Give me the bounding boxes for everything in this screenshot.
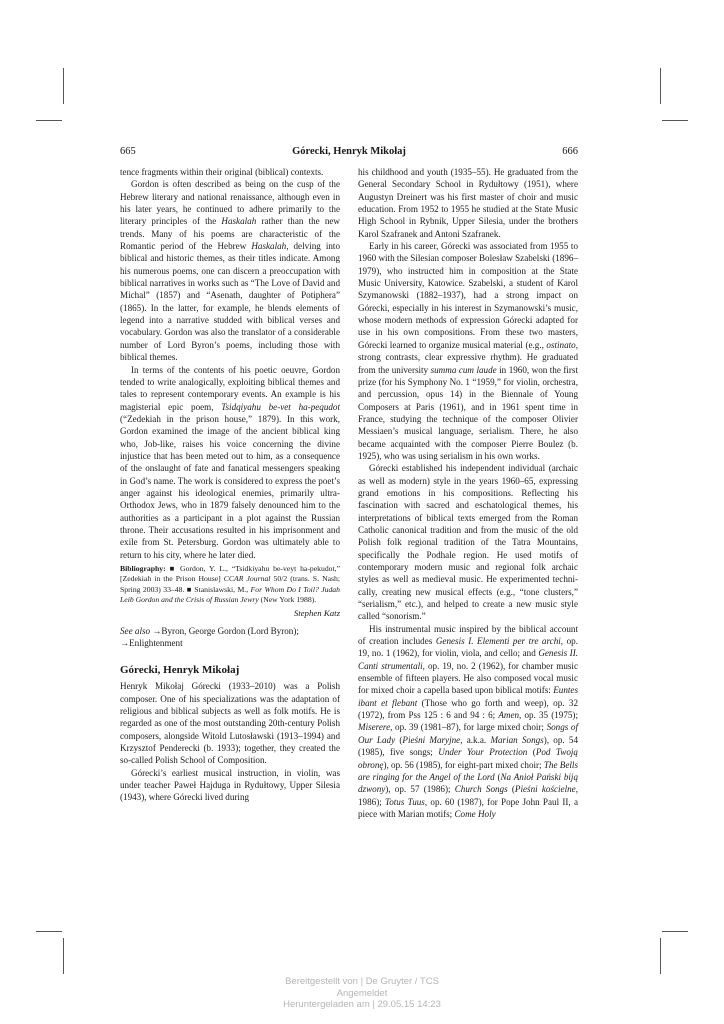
bibliography: Bibliography: ■ Gordon, Y. L., “Tsidkiyahu be-veyt ha-pekudot,” [Zedekiah in the Prison House] CCAR Journal 50/2 (trans. S. Nash; Spring 2003) 33–48. ■ Stanislawski, M., For Whom Do I Toil? Judah Leib Gordon and the Crisis of Russian Jewry (New York 1988). — [120, 564, 341, 604]
running-title: Górecki, Henryk Mikołaj — [292, 146, 406, 157]
crop-mark — [662, 120, 688, 121]
crop-mark — [662, 931, 688, 932]
page-number-left: 665 — [120, 146, 136, 157]
page-number-right: 666 — [562, 146, 578, 157]
paragraph: his childhood and youth (1935–55). He graduated from the General Secondary School in Rydułtowy (1951), where Augustyn Dreinert was his first master of choir and music education. From 1952 to 1955 he studied at the State Music High School in Rybnik, Upper Silesia, under the brothers Karol Szafranek and Antoni Szafranek. — [358, 167, 578, 239]
download-watermark — [0, 976, 724, 1011]
left-column — [120, 166, 340, 804]
paragraph: Henryk Mikołaj Górecki (1933–2010) was a Polish composer. One of his specializations was the adaptation of religious and biblical subjects as well as folk motifs. He is regarded as one of the most outstanding 20th-century Polish composers, alongside Witold Lutosławski (1913–1994) and Krzysztof Penderecki (b. 1933); together, they created the so-called Polish School of Composition. — [120, 681, 340, 766]
crop-mark — [63, 938, 64, 974]
author-signature: Stephen Katz — [293, 608, 340, 619]
paragraph: In terms of the contents of his poetic oeuvre, Gordon tended to write analogically, exploiting biblical themes and tales to represent contemporary events. An example is his magisterial epic poem, Tsidqiyahu be-vet ha-pequdot (“Zedekiah in the prison house,” 1879). In this work, Gordon examined the image of the ancient biblical king who, Job-like, raises his voice concerning the divine injustice that has been meted out to him, as a consequence of the onslaught of fate and fanatical messengers speaking in God’s name. The work is considered to express the poet’s anger against his ideological enemies, primarily ultra-Orthodox Jews, who in 1879 falsely denounced him to the authorities as a participant in a plot against the Russian throne. Their accusations resulted in his imprisonment and exile from St. Petersburg. Gordon was ultimately able to return to his city, where he later died. — [120, 364, 340, 560]
paragraph: Górecki’s earliest musical instruction, in violin, was under teacher Paweł Hajduga in Rydułtowy, Upper Silesia (1943), where Górecki lived during — [120, 767, 340, 803]
watermark-line: Heruntergeladen am | 29.05.15 14:23 — [283, 999, 441, 1010]
crop-mark — [63, 68, 64, 104]
paragraph: Early in his career, Górecki was associated from 1955 to 1960 with the Silesian composer Bolesław Szabelski (1896–1979), who instructed him in composition at the State Music University, Katowice. Szabelski, a student of Karol Szymanowski (1882–1937), had a strong impact on Górecki, especially in his interest in Szymanowski’s music, whose modern methods of expression Górecki adapted for use in his own compositions. From these two masters, Górecki learned to organize musical material (e.g., ostinato, strong contrasts, clear expressive rhythm). He graduated from the university summa cum laude in 1960, won the first prize (for his Symphony No. 1 “1959,” for violin, orchestra, and percussion, opus 14) in the Biennale of Young Composers at Paris (1961), and in 1961 spent time in France, studying the technique of the composer Olivier Messiaen’s musical language, serialism. There, he also became acquainted with the composer Pierre Boulez (b. 1925), who was using serialism in his own works. — [358, 241, 579, 461]
crop-mark — [660, 938, 661, 974]
paragraph: tence fragments within their original (biblical) contexts. — [120, 167, 324, 177]
right-column — [358, 166, 578, 820]
running-header — [120, 146, 578, 160]
watermark-line: Angemeldet — [336, 987, 388, 999]
paragraph: His instrumental music inspired by the biblical account of creation includes Genesis I. Elementi per tre archi, op. 19, no. 1 (1962), for violin, viola, and cello; and Genesis II. Canti strumentali, op. 19, no. 2 (1962), for chamber music ensemble of fifteen players. He also composed vocal music for mixed choir a capella based upon biblical motifs: Euntes ibant et flebant (Those who go forth and weep), op. 32 (1972), from Pss 125 : 6 and 94 : 6; Amen, op. 35 (1975); Miserere, op. 39 (1981–87), for large mixed choir; Songs of Our Lady (Pieśni Maryjne, a.k.a. Marian Songs), op. 54 (1985), five songs; Under Your Protection (Pod Twoją obronę), op. 56 (1985), for eight-part mixed choir; The Bells are ringing for the Angel of the Lord (Na Anioł Pański biją dzwony), op. 57 (1986); Church Songs (Pieśni kościelne, 1986); Totus Tuus, op. 60 (1987), for Pope John Paul II, a piece with Marian motifs; Come Holy — [358, 623, 579, 819]
paragraph: Górecki established his independent individual (archaic as well as modern) style in the years 1960–65, expressing grand emotions in his compositions. Reflecting his fascination with sacred and eschatological themes, his interpretations of biblical texts emerged from the Roman Catholic canonical tradition and from the music of the old Polish folk regional tradition of the Tatra Mountains, specifically the Podhale region. He used motifs of contemporary modern music and regional folk archaic styles as well as medieval music. He experimented technically, creating new musical effects (e.g., “tone clusters,” “serialism,” etc.), and helped to create a new music style called “sonorism.” — [358, 463, 578, 622]
paragraph: Gordon is often described as being on the cusp of the Hebrew literary and national renaissance, although even in his later years, he continued to adhere primarily to the literary principles of the Haskalah rather than the new trends. Many of his poems are characteristic of the Romantic period of the Hebrew Haskalah, delving into biblical and historic themes, as their titles indicate. Among his numerous poems, one can discern a preoccupation with biblical narratives in works such as “The Love of David and Michal” (1857) and “Asenath, daughter of Potiphera” (1865). In the latter, for example, he blends elements of legend into a narrative studded with biblical verses and vocabulary. Gordon was also the translator of a considerable number of Lord Byron’s poems, including those with biblical themes. — [120, 179, 340, 363]
watermark-line: Bereitgestellt von | De Gruyter / TCS — [285, 976, 439, 987]
crop-mark — [660, 68, 661, 104]
entry-title: Górecki, Henryk Mikołaj — [120, 664, 240, 677]
crop-mark — [36, 120, 62, 121]
see-also[interactable]: See also →Byron, George Gordon (Lord Byron); →Enlightenment — [120, 625, 299, 648]
crop-mark — [36, 931, 62, 932]
